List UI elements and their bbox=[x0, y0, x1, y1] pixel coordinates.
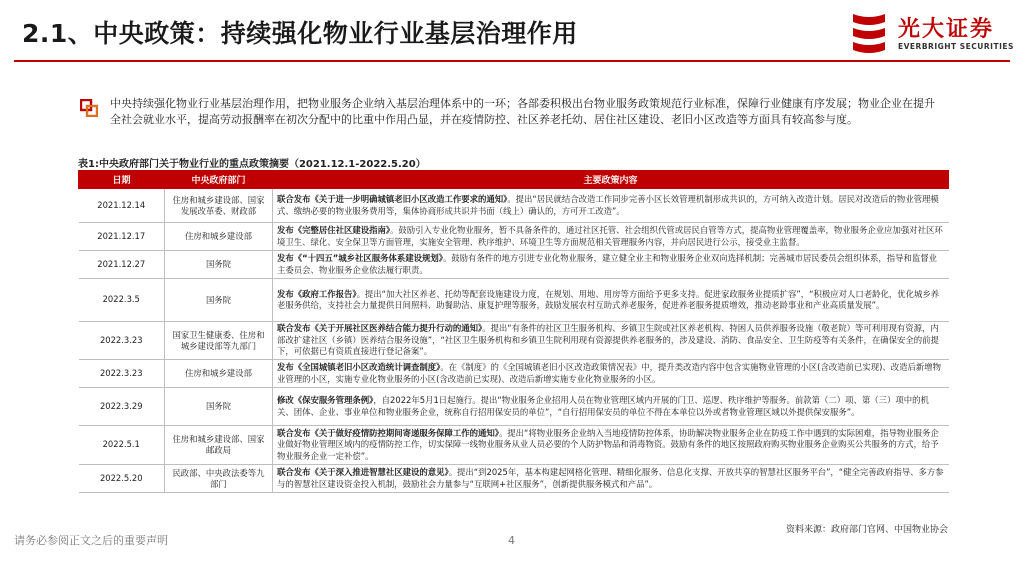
table-row bbox=[79, 223, 949, 251]
row-dept: 住房和城乡建设部 bbox=[165, 223, 273, 251]
row-dept: 国务院 bbox=[165, 251, 273, 279]
policy-body: 。提出“到2025年，基本构建起网格化管理、精细化服务、信息化支撑、开放共享的智慧社区服务平台”，“健全完善政府指导、多方参与的智慧社区建设资金投入机制，鼓励社会力量参与“互联网+社区服务”，创新提供服务模式和产品”。 bbox=[277, 467, 944, 489]
row-dept: 国务院 bbox=[165, 388, 273, 426]
row-content bbox=[273, 251, 949, 279]
brand-logo bbox=[850, 10, 1014, 56]
policy-title: 发布《完整居住社区建设指南》 bbox=[277, 225, 391, 236]
row-date: 2022.3.5 bbox=[79, 279, 165, 322]
row-dept: 住房和城乡建设部、国家邮政局 bbox=[165, 426, 273, 465]
row-dept: 国家卫生健康委、住房和城乡建设部等九部门 bbox=[165, 322, 273, 360]
row-dept: 民政部、中央政法委等九部门 bbox=[165, 465, 273, 493]
table-row bbox=[79, 189, 949, 223]
row-dept: 住房和城乡建设部 bbox=[165, 360, 273, 388]
policy-body: 。鼓励引入专业化物业服务，暂不具备条件的，通过社区托管、社会组织代管或居民自管等方式，提高物业管理覆盖率，物业服务企业应加强对社区环境卫生、绿化、安全保卫等方面管理，实施安全管理、秩序维护、环境卫生等方面规范相关管理服务内容，并向居民进行公示，接受业主监督。 bbox=[277, 225, 943, 247]
table-row bbox=[79, 251, 949, 279]
source-note: 资料来源：政府部门官网、中国物业协会 bbox=[785, 525, 948, 535]
policy-title: 联合发布《关于做好疫情防控期间寄递服务保障工作的通知》 bbox=[277, 427, 499, 438]
row-date: 2022.3.23 bbox=[79, 322, 165, 360]
table-row bbox=[79, 388, 949, 426]
policy-title: 联合发布《关于进一步明确城镇老旧小区改造工作要求的通知》 bbox=[277, 194, 508, 205]
policy-body: ，自2022年5月1日起施行。提出“物业服务企业招用人员在物业管理区域内开展的门卫、巡逻、秩序维护等服务。前款第（二）项、第（三）项中的机关、团体、企业、事业单位和物业服务企业，统称自行招用保安员的单位”，“自行招用保安员的单位不得在本单位以外或者物业管理区域以外提供保安服务”。 bbox=[277, 395, 929, 417]
policy-title: 发布《“十四五”城乡社区服务体系建设规划》 bbox=[277, 253, 443, 264]
row-content bbox=[273, 279, 949, 322]
policy-title: 修改《保安服务管理条例》 bbox=[277, 395, 374, 406]
intro-paragraph: 中央持续强化物业行业基层治理作用，把物业服务企业纳入基层治理体系中的一环；各部委积极出台物业服务政策规范行业标准，保障行业健康有序发展；物业企业在提升全社会就业水平，提高劳动报酬率在初次分配中的比重中作用凸显，并在疫情防控、社区养老托幼、居住社区建设、老旧小区改造等方面具有较高参与度。 bbox=[110, 97, 935, 126]
policy-body: 。提出“加大社区养老、托幼等配套设施建设力度，在规划、用地、用房等方面给予更多支持。促进家政服务业提质扩容”，“积极应对人口老龄化，优化城乡养老服务供给，支持社会力量提供日间照料、助餐助洁、康复护理等服务，鼓励发展农村互助式养老服务，促进养老服务提质增效，推动老龄事业和产业高质量发展”。 bbox=[277, 288, 940, 310]
row-date: 2022.5.20 bbox=[79, 465, 165, 493]
row-date: 2021.12.14 bbox=[79, 189, 165, 223]
table-row bbox=[79, 279, 949, 322]
policy-table bbox=[78, 170, 948, 493]
bullet-square-icon bbox=[80, 99, 98, 117]
row-date: 2021.12.27 bbox=[79, 251, 165, 279]
row-content bbox=[273, 465, 949, 493]
header-date: 日期 bbox=[79, 171, 165, 189]
table-row bbox=[79, 465, 949, 493]
policy-title: 联合发布《关于开展社区医养结合能力提升行动的通知》 bbox=[277, 323, 483, 334]
row-date: 2022.3.29 bbox=[79, 388, 165, 426]
policy-title: 联合发布《关于深入推进智慧社区建设的意见》 bbox=[277, 467, 449, 478]
row-content bbox=[273, 426, 949, 465]
brand-name-cn: 光大证券 bbox=[898, 17, 995, 42]
footer-disclaimer: 请务必参阅正文之后的重要声明 bbox=[14, 534, 168, 547]
policy-body: 。提出“居民就结合改造工作同步完善小区长效管理机制形成共识的，方可纳入改造计划。居民对改造后的物业管理模式、缴纳必要的物业服务费用等，集体协商形成共识并书面（线上）确认的，方可开工改造”。 bbox=[277, 194, 939, 216]
row-dept: 国务院 bbox=[165, 279, 273, 322]
everbright-logo-icon bbox=[850, 12, 888, 54]
policy-body: 。提出“将物业服务企业纳入当地疫情防控体系，协助解决物业服务企业在防疫工作中遇到的实际困难，指导物业服务企业做好物业管理区域内的疫情防控工作，切实保障一线物业服务从业人员必要的个人防护物品和消毒物资。鼓励有条件的地区按照政府购买物业服务企业购买公共服务的方式，给予物业服务企业一定补偿”。 bbox=[277, 427, 939, 461]
header-content: 主要政策内容 bbox=[273, 171, 949, 189]
page-number: 4 bbox=[508, 534, 515, 547]
row-date: 2021.12.17 bbox=[79, 223, 165, 251]
table-row bbox=[79, 322, 949, 360]
row-content bbox=[273, 322, 949, 360]
row-date: 2022.3.23 bbox=[79, 360, 165, 388]
row-content bbox=[273, 360, 949, 388]
table-row bbox=[79, 360, 949, 388]
row-content bbox=[273, 189, 949, 223]
row-date: 2022.5.1 bbox=[79, 426, 165, 465]
table-caption: 表1:中央政府部门关于物业行业的重点政策摘要（2021.12.1-2022.5.20） bbox=[78, 159, 426, 170]
page-title: 2.1、中央政策：持续强化物业行业基层治理作用 bbox=[22, 19, 578, 48]
row-content bbox=[273, 388, 949, 426]
row-content bbox=[273, 223, 949, 251]
policy-body: 。提出“有条件的社区卫生服务机构、乡镇卫生院或社区养老机构、特困人员供养服务设施（敬老院）等可利用现有资源，内部改扩建社区（乡镇）医养结合服务设施”，“社区卫生服务机构和乡镇卫生院利用现有资源提供养老服务的，涉及建设、消防、食品安全、卫生防疫等有关条件，在确保安全的前提下，可依据已有资质直接进行登记备案”。 bbox=[277, 323, 939, 357]
table-header-row bbox=[79, 171, 949, 189]
header-dept: 中央政府部门 bbox=[165, 171, 273, 189]
row-dept: 住房和城乡建设部、国家发展改革委、财政部 bbox=[165, 189, 273, 223]
brand-name-en: EVERBRIGHT SECURITIES bbox=[898, 42, 1014, 51]
table-row bbox=[79, 426, 949, 465]
policy-title: 发布《政府工作报告》 bbox=[277, 288, 357, 299]
policy-body: 。在《制度》的《全国城镇老旧小区改造政策情况表》中，提升类改造内容中包含实施物业管理的小区(含改造前已实现)、改造后新增物业管理的小区，实施专业化物业服务的小区(含改造前已实现)、改造后新增实施专业化物业服务的小区。 bbox=[277, 362, 941, 384]
policy-body: 。鼓励有条件的地方引进专业化物业服务，建立健全业主和物业服务企业双向选择机制；完善城市居民委员会组织体系，指导和监督业主委员会、物业服务企业依法履行职责。 bbox=[277, 253, 938, 275]
title-divider bbox=[14, 60, 1010, 62]
policy-title: 发布《全国城镇老旧小区改造统计调查制度》 bbox=[277, 362, 441, 373]
